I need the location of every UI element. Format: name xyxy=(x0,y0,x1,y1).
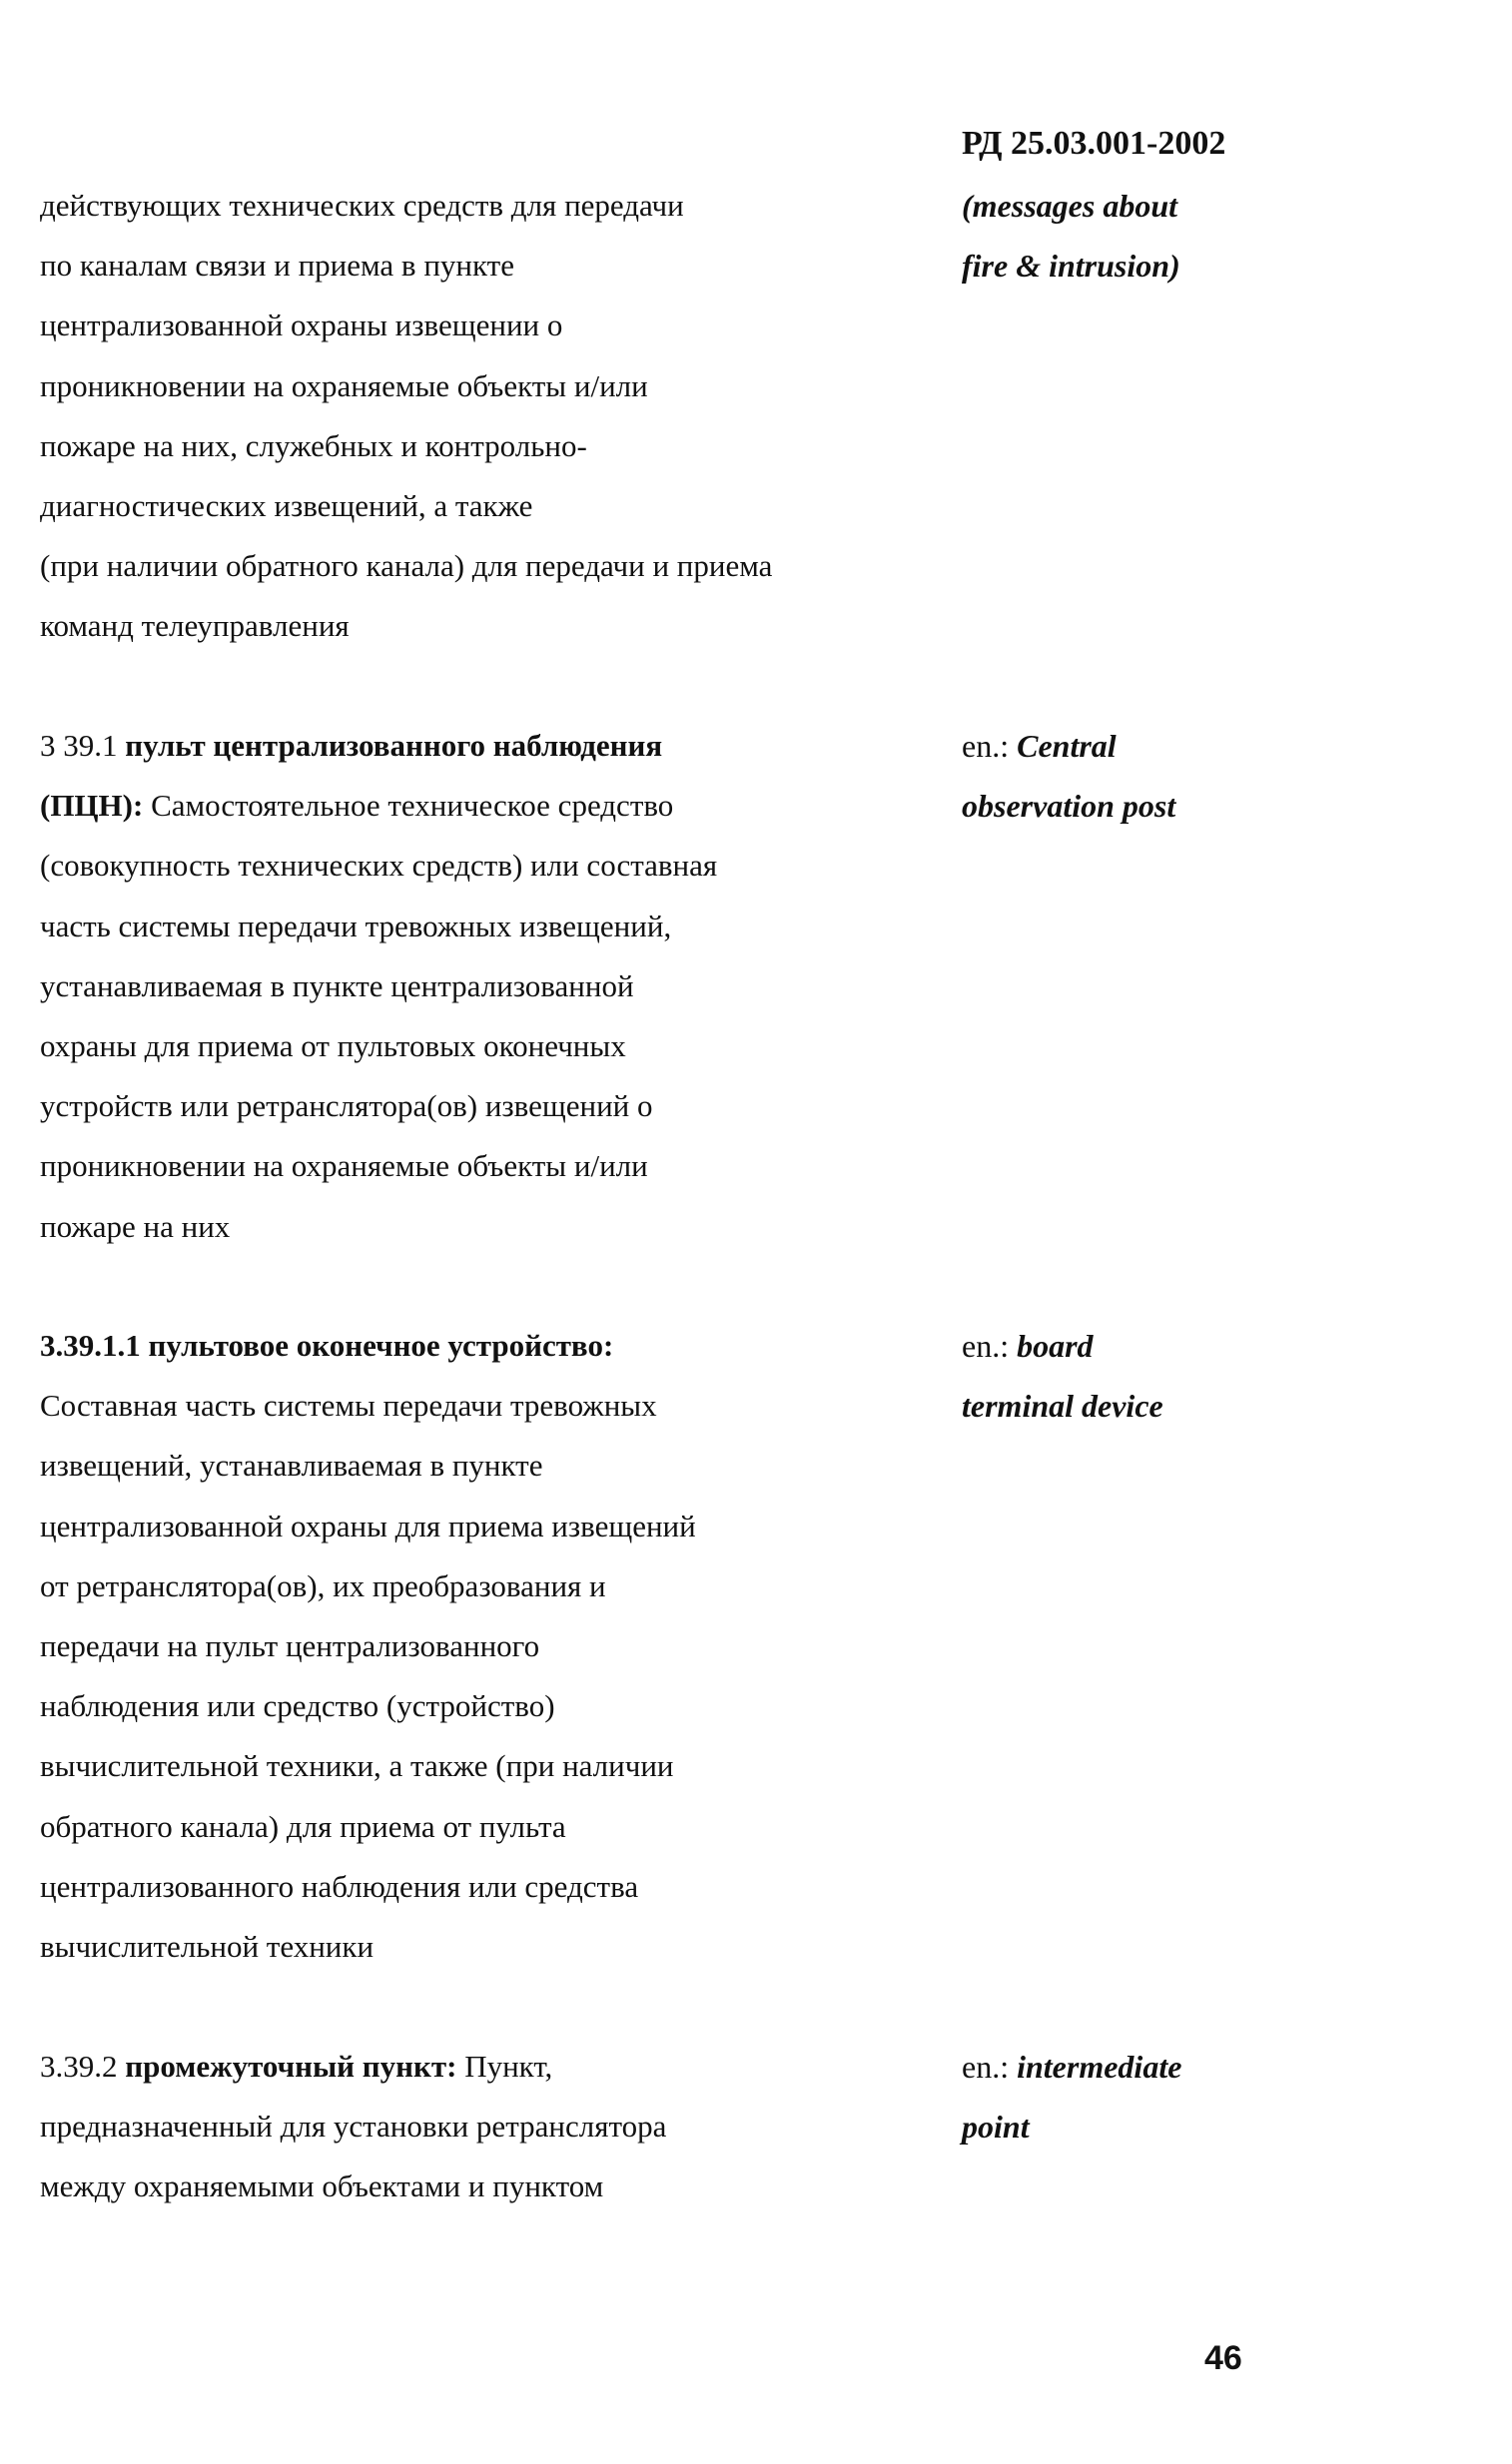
definition-line: вычислительной техники xyxy=(40,1929,375,1965)
text-line: пожаре на них, служебных и контрольно- xyxy=(40,427,587,463)
english-term: Central xyxy=(1017,728,1117,764)
definition-line: (совокупность технических средств) или составная xyxy=(40,848,718,884)
section-term: пультовое оконечное устройство: xyxy=(148,1328,614,1363)
english-prefix: en.: xyxy=(962,2049,1018,2085)
document-code: РД 25.03.001-2002 xyxy=(962,125,1226,162)
text-line: проникновении на охраняемые объекты и/или xyxy=(40,367,648,403)
section-3-39-2 xyxy=(40,2037,919,2217)
section-number: 3 39.1 xyxy=(40,728,118,763)
definition-line: пожаре на них xyxy=(40,1208,231,1244)
section-number: 3.39.2 xyxy=(40,2049,118,2084)
definition-line: предназначенный для установки ретранслятора xyxy=(40,2109,667,2145)
continuation-english-term xyxy=(962,176,1381,296)
text-line: централизованной охраны извещении о xyxy=(40,308,563,343)
section-term: промежуточный пункт: xyxy=(125,2049,457,2084)
definition-line: охраны для приема от пультовых оконечных xyxy=(40,1028,626,1064)
section-3-39-1-1-english-term xyxy=(962,1316,1381,1436)
section-3-39-2-english-term xyxy=(962,2037,1381,2156)
english-term-line xyxy=(962,716,1381,776)
english-term-line: terminal device xyxy=(962,1388,1163,1425)
section-3-39-1 xyxy=(40,716,919,1257)
english-term: board xyxy=(1017,1328,1094,1364)
definition-line: от ретранслятора(ов), их преобразования и xyxy=(40,1567,606,1603)
section-heading-line xyxy=(40,2037,919,2097)
text-line: диагностических извещений, а также xyxy=(40,488,533,524)
definition-line: наблюдения или средство (устройство) xyxy=(40,1688,555,1724)
english-prefix: en.: xyxy=(962,728,1018,764)
english-term-line xyxy=(962,2037,1381,2097)
definition-line: между охраняемыми объектами и пунктом xyxy=(40,2168,604,2204)
continuation-paragraph xyxy=(40,176,919,657)
english-term-line: point xyxy=(962,2109,1030,2146)
definition-start: Пункт, xyxy=(456,2049,553,2084)
text-line: (при наличии обратного канала) для передачи и приема xyxy=(40,548,773,584)
section-heading-line xyxy=(40,1316,919,1376)
definition-line: проникновении на охраняемые объекты и/или xyxy=(40,1148,648,1184)
section-heading-line-2 xyxy=(40,776,919,836)
definition-line: извещений, устанавливаемая в пункте xyxy=(40,1448,543,1484)
section-3-39-1-english-term xyxy=(962,716,1381,836)
english-term-line: observation post xyxy=(962,788,1176,825)
section-number: 3.39.1.1 xyxy=(40,1328,141,1363)
text-line: по каналам связи и приема в пункте xyxy=(40,248,514,284)
definition-line: Составная часть системы передачи тревожных xyxy=(40,1388,657,1424)
definition-start: Самостоятельное техническое средство xyxy=(143,788,674,824)
definition-line: часть системы передачи тревожных извещений, xyxy=(40,908,672,943)
definition-line: вычислительной техники, а также (при наличии xyxy=(40,1748,674,1784)
english-term: intermediate xyxy=(1017,2049,1182,2085)
definition-line: устройств или ретранслятора(ов) извещений о xyxy=(40,1088,653,1124)
english-term-line xyxy=(962,1316,1381,1376)
definition-line: обратного канала) для приема от пульта xyxy=(40,1808,566,1844)
definition-line: централизованной охраны для приема извещений xyxy=(40,1508,696,1543)
text-line: команд телеуправления xyxy=(40,608,350,644)
section-heading-line xyxy=(40,716,919,776)
definition-line: устанавливаемая в пункте централизованной xyxy=(40,967,634,1003)
definition-line: централизованного наблюдения или средства xyxy=(40,1868,639,1904)
english-term-line: (messages about xyxy=(962,188,1177,224)
definition-line: передачи на пульт централизованного xyxy=(40,1628,540,1664)
english-term-line: fire & intrusion) xyxy=(962,248,1180,285)
english-prefix: en.: xyxy=(962,1328,1018,1364)
section-term: пульт централизованного наблюдения xyxy=(125,728,663,763)
section-term-abbreviation: (ПЦН): xyxy=(40,788,144,824)
page-number: 46 xyxy=(1204,2339,1242,2377)
text-line: действующих технических средств для передачи xyxy=(40,188,684,223)
section-3-39-1-1 xyxy=(40,1316,919,1977)
